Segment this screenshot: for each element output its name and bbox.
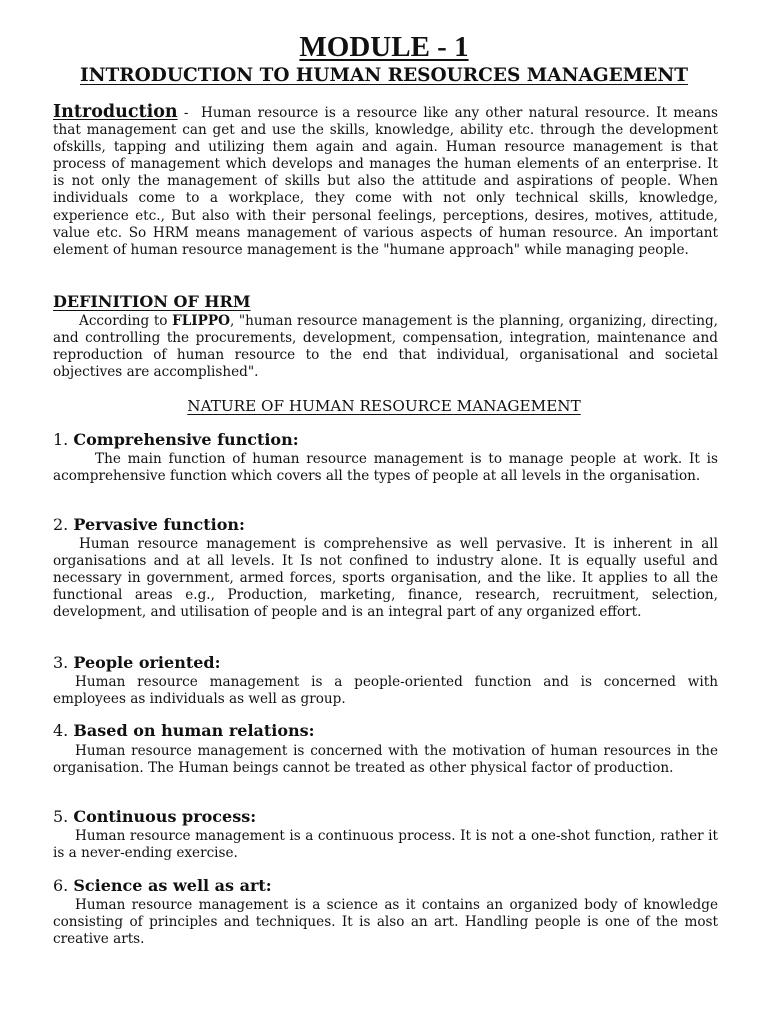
definition-paragraph xyxy=(53,313,718,381)
main-title: INTRODUCTION TO HUMAN RESOURCES MANAGEMENT xyxy=(79,65,689,86)
item-number: 5. xyxy=(53,807,69,826)
introduction-text: Human resource is a resource like any other natural resource. It means that management can get and use the skills, knowledge, ability etc. through the development ofskills, tapping and utilizing them again and again. Human resource management is that process of management which develops and manages the human elements of an enterprise. It is not only the management of skills but also the attitude and aspirations of people. When individuals come to a workplace, they come with not only technical skills, knowledge, experience etc., But also with their personal feelings, perceptions, desires, motives, attitude, value etc. So HRM means management of various aspects of human resource. An important element of human resource management is the "humane approach" while managing people. xyxy=(53,105,718,258)
nature-item-heading xyxy=(53,430,299,450)
introduction-label: Introduction xyxy=(53,102,178,122)
item-label: Comprehensive function: xyxy=(73,430,299,449)
nature-item-heading xyxy=(53,807,256,827)
module-title: MODULE - 1 xyxy=(299,31,469,63)
definition-heading: DEFINITION OF HRM xyxy=(53,292,251,311)
item-label: People oriented: xyxy=(73,653,221,672)
nature-item-text: Human resource management is concerned with the motivation of human resources in the organisation. The Human beings cannot be treated as other physical factor of production. xyxy=(53,743,718,777)
nature-item-text: Human resource management is a people-oriented function and is concerned with employees as individuals as well as group. xyxy=(53,674,718,708)
nature-heading: NATURE OF HUMAN RESOURCE MANAGEMENT xyxy=(187,397,581,415)
item-number: 1. xyxy=(53,430,69,449)
definition-author: FLIPPO xyxy=(172,313,230,329)
introduction-paragraph xyxy=(53,104,718,259)
definition-text: , "human resource management is the planning, organizing, directing, and controlling the procurements, development, compensation, integration, maintenance and reproduction of human resource to the end that individual, organisational and societal objectives are accomplished". xyxy=(53,313,718,381)
nature-item-heading xyxy=(53,653,220,673)
item-label: Science as well as art: xyxy=(73,876,272,895)
item-label: Pervasive function: xyxy=(73,515,245,534)
item-number: 6. xyxy=(53,876,69,895)
nature-item-heading xyxy=(53,721,315,741)
item-label: Continuous process: xyxy=(73,807,257,826)
nature-item-heading xyxy=(53,876,272,896)
nature-item-text: Human resource management is a science as it contains an organized body of knowledge consisting of principles and techniques. It is also an art. Handling people is one of the most creative arts. xyxy=(53,897,718,948)
introduction-separator: - xyxy=(177,105,202,121)
item-number: 4. xyxy=(53,721,69,740)
nature-item-text: Human resource management is comprehensive as well pervasive. It is inherent in all organisations and at all levels. It Is not confined to industry alone. It is equally useful and necessary in government, armed forces, sports organisation, and the like. It applies to all the functional areas e.g., Production, marketing, finance, research, recruitment, selection, development, and utilisation of people and is an integral part of any organized effort. xyxy=(53,536,718,621)
item-number: 2. xyxy=(53,515,69,534)
nature-item-heading xyxy=(53,515,245,535)
definition-prefix: According to xyxy=(79,313,173,329)
nature-item-text: The main function of human resource management is to manage people at work. It is acomprehensive function which covers all the types of people at all levels in the organisation. xyxy=(53,451,718,485)
item-number: 3. xyxy=(53,653,69,672)
item-label: Based on human relations: xyxy=(73,721,315,740)
nature-item-text: Human resource management is a continuous process. It is not a one-shot function, rather it is a never-ending exercise. xyxy=(53,828,718,862)
